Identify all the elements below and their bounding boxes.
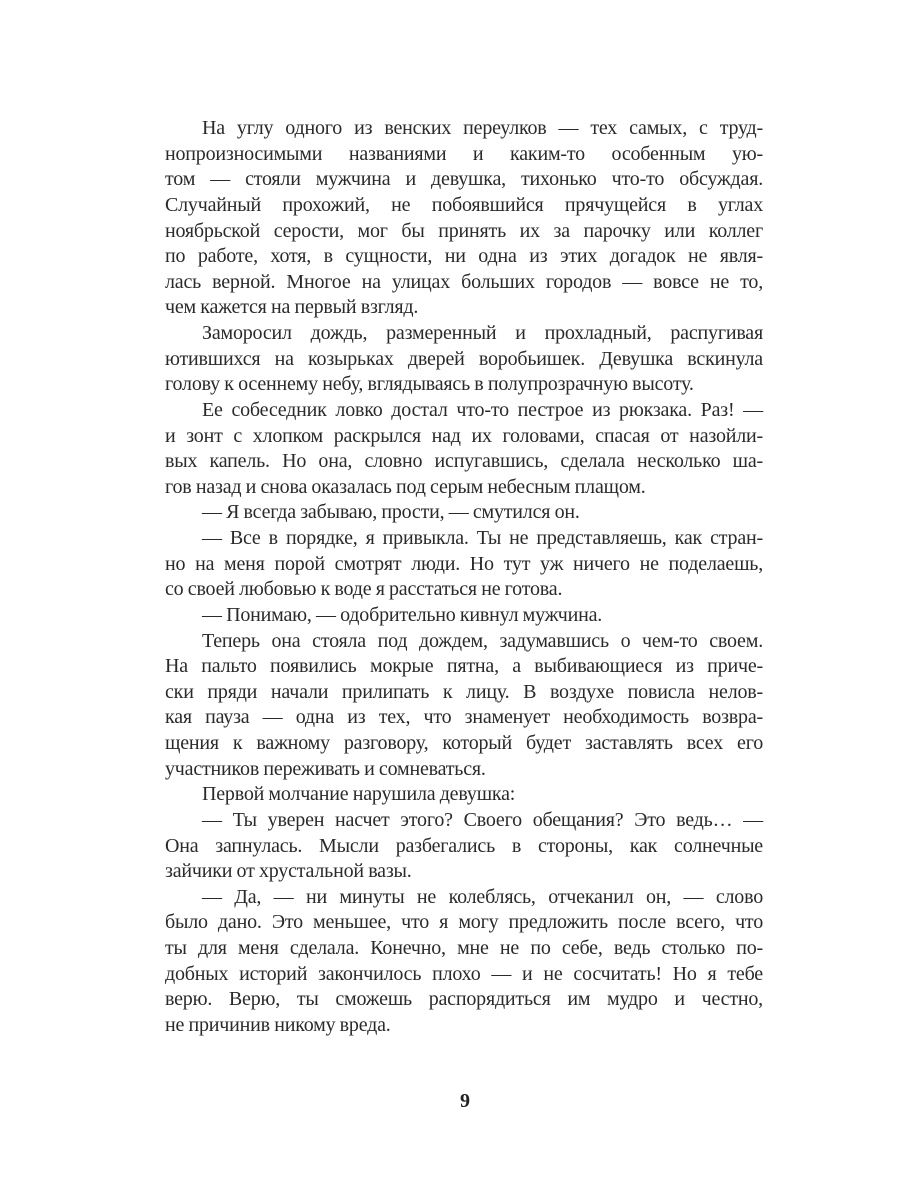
text-line: лась верной. Многое на улицах больших городов — вовсе не то, bbox=[165, 270, 763, 293]
paragraph bbox=[165, 321, 763, 398]
text-line: На пальто появились мокрые пятна, а выбивающиеся из приче- bbox=[165, 655, 763, 678]
text-line: добных историй закончилось плохо — и не сосчитать! Но я тебе bbox=[165, 962, 763, 985]
text-line: — Понимаю, — одобрительно кивнул мужчина. bbox=[202, 603, 603, 626]
text-line: участников переживать и сомневаться. bbox=[165, 757, 486, 780]
text-line: ноябрьской серости, мог бы принять их за парочку или коллег bbox=[165, 219, 763, 242]
text-line: вых капель. Но она, словно испугавшись, сделала несколько ша- bbox=[165, 450, 763, 473]
text-line: зайчики от хрустальной вазы. bbox=[165, 860, 412, 883]
paragraph bbox=[165, 116, 763, 321]
paragraph bbox=[165, 398, 763, 501]
text-line: — Я всегда забываю, прости, — смутился он. bbox=[202, 501, 580, 524]
paragraph bbox=[165, 808, 763, 885]
text-line: Она запнулась. Мысли разбегались в стороны, как солнечные bbox=[165, 834, 763, 857]
text-line: и зонт с хлопком раскрылся над их головами, спасая от назойли- bbox=[165, 424, 763, 447]
text-line: чем кажется на первый взгляд. bbox=[165, 296, 419, 319]
text-line: — Все в порядке, я привыкла. Ты не представляешь, как стран- bbox=[202, 527, 763, 549]
text-line: по работе, хотя, в сущности, ни одна из этих догадок не явля- bbox=[165, 245, 763, 268]
text-line: — Ты уверен насчет этого? Своего обещания? Это ведь… — bbox=[202, 808, 763, 831]
text-line: нопроизносимыми названиями и каким-то особенным ую- bbox=[165, 142, 763, 165]
body-text bbox=[165, 116, 763, 1039]
paragraph bbox=[165, 885, 763, 1039]
text-line: со своей любовью к воде я расстаться не готова. bbox=[165, 578, 563, 601]
text-line: не причинив никому вреда. bbox=[165, 1013, 391, 1036]
text-line: том — стояли мужчина и девушка, тихонько что-то обсуждая. bbox=[165, 168, 763, 191]
text-line: ски пряди начали прилипать к лицу. В воздухе повисла нелов- bbox=[165, 680, 763, 703]
text-line: ютившихся на козырьках дверей воробьишек. Девушка вскинула bbox=[165, 347, 763, 370]
text-line: кая пауза — одна из тех, что знаменует необходимость возвра- bbox=[165, 706, 763, 729]
paragraph bbox=[165, 629, 763, 783]
text-line: На углу одного из венских переулков — тех самых, с труд- bbox=[202, 117, 763, 139]
text-line: щения к важному разговору, который будет заставлять всех его bbox=[165, 732, 763, 754]
text-line: Теперь она стояла под дождем, задумавшись о чем-то своем. bbox=[202, 629, 763, 652]
paragraph bbox=[165, 500, 763, 526]
paragraph bbox=[165, 603, 763, 629]
text-line: Заморосил дождь, размеренный и прохладный, распугивая bbox=[202, 322, 763, 344]
text-line: ты для меня сделала. Конечно, мне не по себе, ведь столько по- bbox=[165, 937, 763, 959]
text-line: — Да, — ни минуты не колеблясь, отчеканил он, — слово bbox=[202, 885, 763, 908]
text-line: но на меня порой смотрят люди. Но тут уж ничего не поделаешь, bbox=[165, 552, 763, 575]
text-line: было дано. Это меньшее, что я могу предложить после всего, что bbox=[165, 911, 763, 934]
text-line: верю. Верю, ты сможешь распорядиться им мудро и честно, bbox=[165, 988, 763, 1011]
page-number: 9 bbox=[460, 1090, 470, 1112]
text-line: Ее собеседник ловко достал что-то пестрое из рюкзака. Раз! — bbox=[202, 398, 763, 421]
text-line: Случайный прохожий, не побоявшийся прячущейся в углах bbox=[165, 193, 763, 216]
text-line: гов назад и снова оказалась под серым небесным плащом. bbox=[165, 475, 646, 498]
paragraph bbox=[165, 526, 763, 603]
text-line: голову к осеннему небу, вглядываясь в полупрозрачную высоту. bbox=[165, 373, 694, 396]
text-line: Первой молчание нарушила девушка: bbox=[202, 783, 516, 806]
paragraph bbox=[165, 782, 763, 808]
